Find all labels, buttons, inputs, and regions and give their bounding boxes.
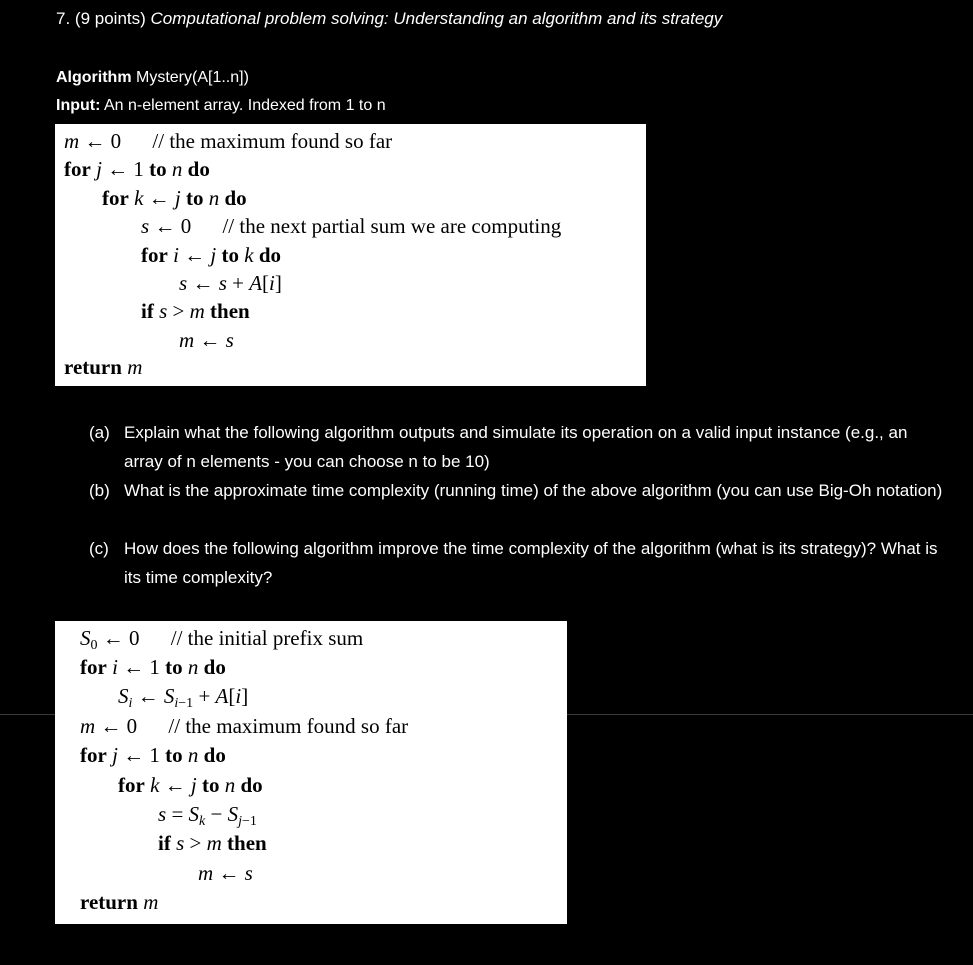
algorithm-header	[56, 69, 249, 87]
mystery-pseudocode	[55, 124, 646, 386]
algorithm-label: Algorithm	[56, 69, 132, 86]
part-label: (a)	[89, 423, 110, 442]
code-comment: // the maximum found so far	[168, 714, 409, 738]
question-points: (9 points)	[74, 9, 146, 28]
code-comment: // the initial prefix sum	[170, 626, 364, 650]
input-text: An n-element array. Indexed from 1 to n	[103, 97, 386, 114]
code-comment: // the maximum found so far	[152, 129, 393, 153]
question-part-a	[89, 418, 969, 476]
question-topic: Computational problem solving: Understanding an algorithm and its strategy	[150, 9, 723, 28]
code-line: for i ← 1 to n do	[80, 655, 226, 679]
code-line: s ← s + A[i]	[179, 271, 282, 295]
code-line: m ← s	[198, 861, 253, 885]
code-line: m ← s	[179, 328, 234, 352]
part-text: What is the approximate time complexity (running time) of the above algorithm (you can use Big-Oh notation)	[124, 481, 943, 500]
code-line: s ← 0 // the next partial sum we are computing	[141, 214, 562, 238]
code-line: for k ← j to n do	[102, 186, 247, 210]
algorithm-signature: Mystery(A[1..n])	[136, 69, 249, 86]
code-line: m ← 0 // the maximum found so far	[64, 129, 393, 153]
code-line: $S_0$ ← 0 // the initial prefix sum	[80, 626, 364, 653]
question-number: 7.	[56, 9, 71, 28]
question-part-b	[89, 476, 969, 534]
part-text: How does the following algorithm improve the time complexity of the algorithm (what is its strategy)? What is its time complexity?	[124, 539, 938, 587]
code-line: for j ← 1 to n do	[64, 157, 210, 181]
prefix-sum-pseudocode	[55, 621, 567, 924]
code-line: for j ← 1 to n do	[80, 743, 226, 767]
code-comment: // the next partial sum we are computing	[222, 214, 562, 238]
code-line: for k ← j to n do	[118, 773, 263, 797]
code-line: return m	[80, 890, 159, 914]
code-line: return m	[64, 355, 143, 379]
part-label: (c)	[89, 539, 109, 558]
part-text: Explain what the following algorithm outputs and simulate its operation on a valid input instance (e.g., an array of n elements - you can choose n to be 10)	[124, 423, 908, 471]
code-line: if s > m then	[158, 831, 267, 855]
code-line: $s = S_k - S_{j-1}$	[158, 802, 257, 829]
code-line: $S_i$ ← $S_{i-1} + A[i]$	[118, 684, 249, 711]
part-label: (b)	[89, 481, 110, 500]
input-label: Input:	[56, 97, 101, 114]
question-part-c	[89, 534, 969, 592]
code-line: for i ← j to k do	[141, 243, 282, 267]
code-line: m ← 0 // the maximum found so far	[80, 714, 409, 738]
input-description	[56, 97, 386, 115]
code-line: if s > m then	[141, 299, 250, 323]
question-title	[56, 9, 722, 29]
